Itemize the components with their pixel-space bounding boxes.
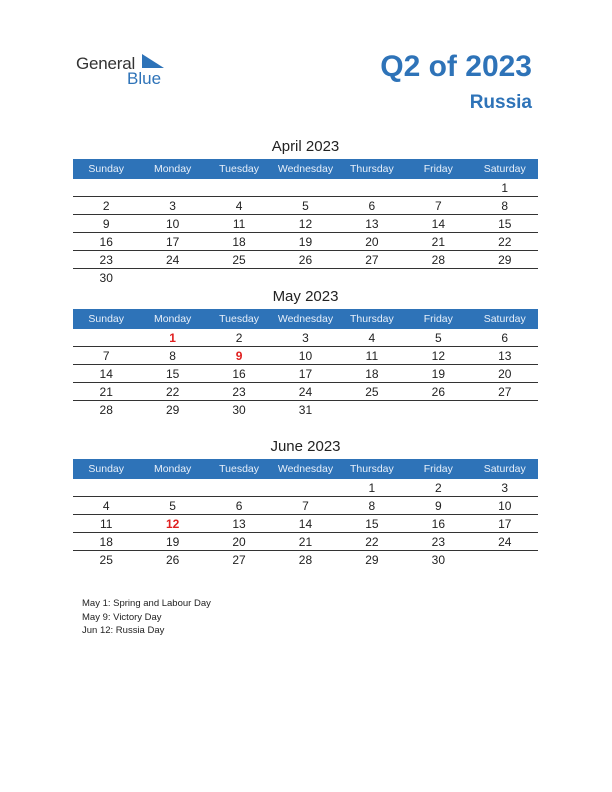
day-cell: 23 [232, 385, 246, 399]
empty-day-cell [73, 179, 139, 196]
week-row [73, 215, 538, 233]
weekday-label: Friday [423, 163, 453, 175]
weekday-label: Wednesday [277, 463, 334, 475]
weekday-label: Monday [153, 163, 192, 175]
day-cell: 23 [99, 253, 113, 267]
week-row [73, 497, 538, 515]
day-cell: 22 [365, 535, 379, 549]
day-cell: 29 [498, 253, 512, 267]
day-cell: 28 [431, 253, 445, 267]
weekday-label: Sunday [88, 463, 125, 475]
day-cell: 15 [498, 217, 512, 231]
day-cell: 18 [232, 235, 246, 249]
week-row [73, 383, 538, 401]
day-cell: 13 [232, 517, 246, 531]
day-cell: 14 [431, 217, 445, 231]
empty-day-cell [272, 269, 338, 286]
weekday-label: Thursday [350, 163, 394, 175]
weekday-label: Saturday [483, 463, 526, 475]
day-cell: 20 [232, 535, 246, 549]
empty-day-cell [272, 479, 338, 496]
empty-day-cell [139, 179, 205, 196]
day-cell: 8 [368, 499, 376, 513]
day-cell: 20 [365, 235, 379, 249]
day-cell: 22 [165, 385, 180, 399]
day-cell: 4 [235, 199, 243, 213]
day-cell: 3 [501, 481, 509, 495]
day-cell: 8 [169, 349, 176, 363]
day-cell: 29 [365, 553, 379, 567]
month-april [73, 136, 538, 286]
week-row [73, 401, 538, 418]
day-cell: 19 [298, 235, 313, 249]
weekday-label: Wednesday [277, 163, 334, 175]
country-name: Russia [469, 92, 532, 113]
empty-day-cell [472, 401, 538, 418]
logo-text-blue: Blue [127, 69, 162, 88]
day-cell: 6 [368, 199, 376, 213]
day-cell: 21 [431, 235, 445, 249]
day-cell: 21 [298, 535, 313, 549]
weekday-label: Thursday [350, 463, 394, 475]
weekday-label: Tuesday [219, 463, 259, 475]
day-cell: 8 [501, 199, 509, 213]
day-cell: 29 [165, 403, 180, 417]
day-cell: 11 [365, 349, 379, 363]
weekday-label: Wednesday [277, 313, 334, 325]
empty-day-cell [139, 479, 205, 496]
day-cell: 24 [298, 385, 313, 399]
day-cell: 18 [99, 535, 113, 549]
week-row [73, 533, 538, 551]
day-cell: 26 [298, 253, 313, 267]
empty-day-cell [405, 401, 471, 418]
week-row [73, 179, 538, 197]
day-cell: 7 [302, 499, 309, 513]
empty-day-cell [206, 479, 272, 496]
weekday-header [73, 459, 538, 479]
empty-day-cell [139, 269, 205, 286]
day-cell: 27 [365, 253, 379, 267]
day-cell: 11 [99, 517, 113, 531]
day-cell: 13 [365, 217, 379, 231]
weekday-label: Thursday [350, 313, 394, 325]
weekday-label: Friday [423, 463, 453, 475]
page-title: Q2 of 2023 [380, 50, 532, 83]
empty-day-cell [339, 401, 405, 418]
day-cell: 17 [498, 517, 512, 531]
weekday-label: Tuesday [219, 313, 259, 325]
day-cell: 31 [298, 403, 313, 417]
logo-triangle-icon [142, 54, 164, 68]
day-cell: 12 [431, 349, 445, 363]
day-cell: 21 [99, 385, 113, 399]
day-cell: 30 [99, 271, 113, 285]
day-cell: 5 [169, 499, 176, 513]
month-june [73, 436, 538, 568]
day-cell: 10 [298, 349, 313, 363]
day-cell: 5 [302, 199, 309, 213]
day-cell: 27 [232, 553, 246, 567]
day-cell: 2 [434, 481, 442, 495]
week-row [73, 479, 538, 497]
empty-day-cell [472, 269, 538, 286]
day-cell: 3 [302, 331, 309, 345]
week-row [73, 251, 538, 269]
day-cell: 9 [434, 499, 442, 513]
day-cell: 10 [498, 499, 512, 513]
day-cell: 12 [165, 517, 180, 531]
day-cell: 24 [498, 535, 512, 549]
day-cell: 5 [434, 331, 442, 345]
empty-day-cell [339, 269, 405, 286]
day-cell: 15 [365, 517, 379, 531]
day-cell: 28 [99, 403, 113, 417]
empty-day-cell [206, 269, 272, 286]
week-row [73, 269, 538, 286]
day-cell: 1 [368, 481, 376, 495]
empty-day-cell [272, 179, 338, 196]
day-cell: 4 [102, 499, 110, 513]
empty-day-cell [206, 179, 272, 196]
day-cell: 23 [431, 535, 445, 549]
empty-day-cell [73, 329, 139, 346]
week-row [73, 329, 538, 347]
day-cell: 9 [102, 217, 110, 231]
week-row [73, 515, 538, 533]
day-cell: 11 [232, 217, 246, 231]
day-cell: 27 [498, 385, 512, 399]
day-cell: 7 [102, 349, 110, 363]
day-cell: 9 [235, 349, 243, 363]
weekday-label: Saturday [483, 163, 526, 175]
day-cell: 1 [501, 181, 509, 195]
logo-text-general: General [76, 54, 136, 73]
empty-day-cell [472, 551, 538, 568]
day-cell: 20 [498, 367, 512, 381]
day-cell: 4 [368, 331, 376, 345]
empty-day-cell [405, 179, 471, 196]
day-cell: 30 [431, 553, 445, 567]
day-cell: 26 [165, 553, 180, 567]
month-title: April 2023 [271, 138, 340, 155]
day-cell: 12 [298, 217, 313, 231]
weekday-label: Sunday [88, 313, 125, 325]
day-cell: 14 [99, 367, 113, 381]
day-cell: 2 [102, 199, 110, 213]
day-cell: 15 [165, 367, 180, 381]
day-cell: 28 [298, 553, 313, 567]
day-cell: 13 [498, 349, 512, 363]
weekday-label: Monday [153, 463, 192, 475]
logo [76, 52, 176, 92]
weekday-label: Monday [153, 313, 192, 325]
holiday-note: May 1: Spring and Labour Day [82, 598, 211, 609]
day-cell: 22 [498, 235, 512, 249]
holiday-note: May 9: Victory Day [82, 611, 162, 623]
day-cell: 14 [298, 517, 313, 531]
day-cell: 18 [365, 367, 379, 381]
day-cell: 24 [165, 253, 180, 267]
day-cell: 7 [434, 199, 442, 213]
week-row [73, 365, 538, 383]
day-cell: 16 [232, 367, 246, 381]
day-cell: 30 [232, 403, 246, 417]
weekday-header [73, 159, 538, 179]
week-row [73, 347, 538, 365]
weekday-label: Tuesday [219, 163, 259, 175]
day-cell: 26 [431, 385, 445, 399]
month-may [73, 286, 538, 418]
day-cell: 19 [165, 535, 180, 549]
month-title: June 2023 [270, 438, 341, 455]
week-row [73, 551, 538, 568]
day-cell: 17 [298, 367, 313, 381]
empty-day-cell [73, 479, 139, 496]
weekday-label: Sunday [88, 163, 125, 175]
week-row [73, 197, 538, 215]
empty-day-cell [339, 179, 405, 196]
weekday-header [73, 309, 538, 329]
day-cell: 6 [235, 499, 243, 513]
empty-day-cell [405, 269, 471, 286]
weekday-label: Friday [423, 313, 453, 325]
day-cell: 19 [431, 367, 445, 381]
day-cell: 25 [365, 385, 379, 399]
day-cell: 17 [165, 235, 180, 249]
month-title: May 2023 [272, 288, 339, 305]
holiday-notes [82, 597, 211, 638]
day-cell: 2 [235, 331, 243, 345]
holiday-note: Jun 12: Russia Day [82, 625, 165, 636]
day-cell: 25 [232, 253, 246, 267]
day-cell: 3 [169, 199, 176, 213]
week-row [73, 233, 538, 251]
day-cell: 16 [99, 235, 113, 249]
day-cell: 25 [99, 553, 113, 567]
day-cell: 10 [165, 217, 180, 231]
weekday-label: Saturday [483, 313, 526, 325]
day-cell: 1 [169, 331, 176, 345]
day-cell: 6 [501, 331, 509, 345]
day-cell: 16 [431, 517, 445, 531]
